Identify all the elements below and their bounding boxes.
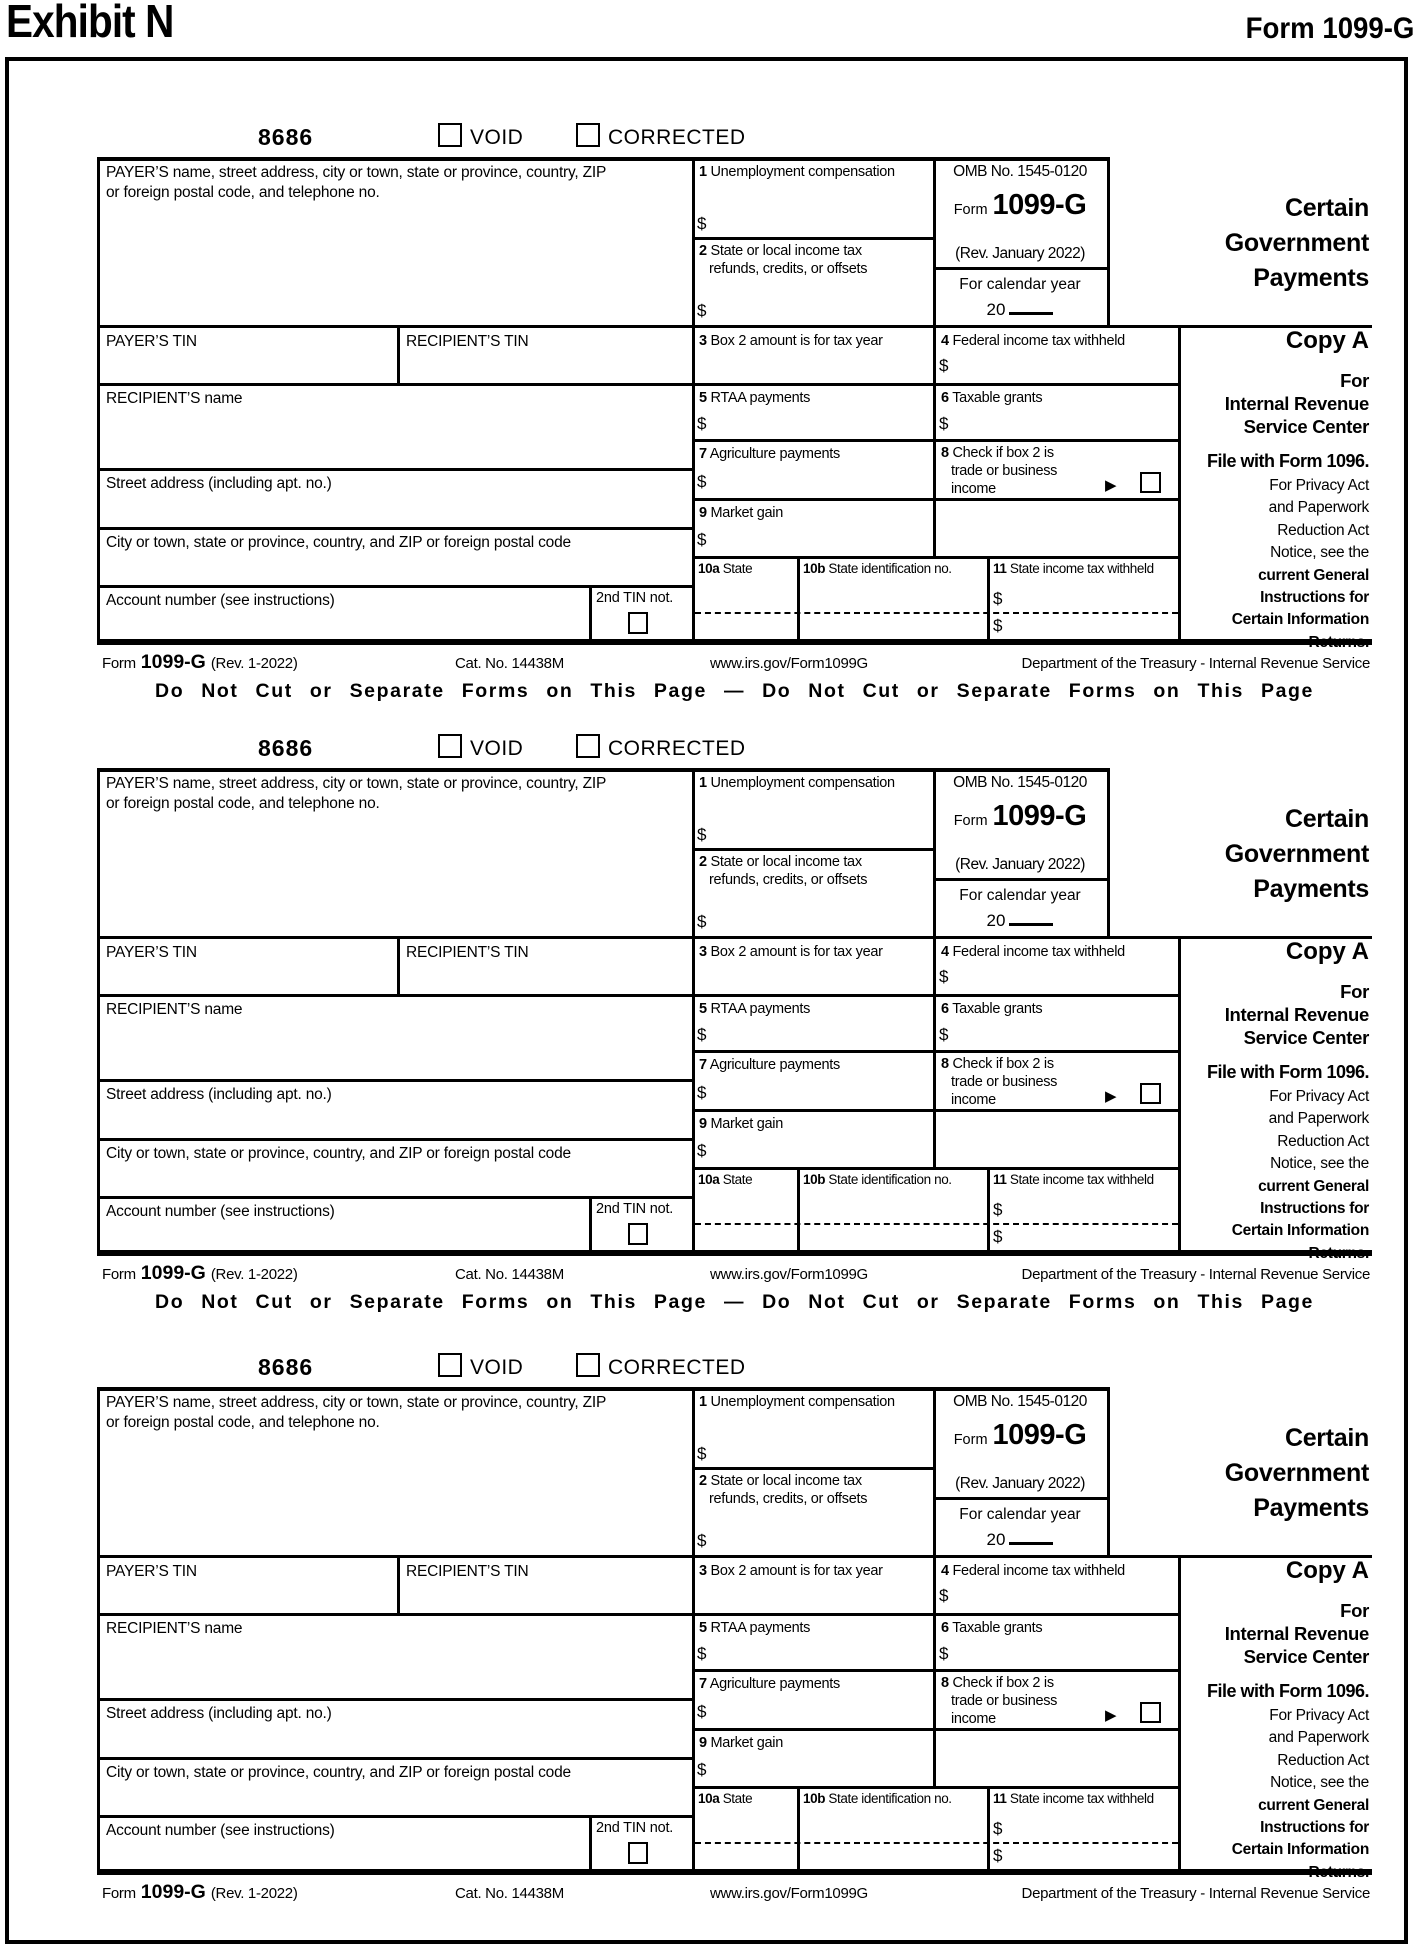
right-pointer-icon: ▶ — [1105, 1707, 1117, 1724]
grid-line — [97, 768, 1110, 772]
calendar-year-label: For calendar year — [959, 1506, 1081, 1523]
street-address-label: Street address (including apt. no.) — [106, 1086, 332, 1103]
grid-line — [692, 237, 933, 240]
corrected-label: CORRECTED — [608, 1356, 746, 1379]
grid-line — [97, 1613, 1181, 1616]
grid-line — [97, 383, 1181, 386]
box8-checkbox[interactable] — [1140, 472, 1161, 493]
box4-label: 4 Federal income tax withheld — [941, 944, 1125, 960]
print-code: 8686 — [258, 1354, 314, 1380]
grid-line — [692, 556, 1181, 559]
privacy-act-notice: For Privacy Act and Paperwork Reduction Act Notice, see the current General Instructions for Certain Information Returns. — [1231, 1088, 1369, 1262]
box5-label: 5 RTAA payments — [699, 1001, 811, 1017]
omb-number: OMB No. 1545-0120 — [953, 1393, 1087, 1410]
grid-line — [97, 768, 100, 1250]
box3-label: 3 Box 2 amount is for tax year — [699, 944, 883, 960]
grid-line — [987, 1786, 990, 1869]
box9-label: 9 Market gain — [699, 505, 783, 521]
grid-line — [97, 527, 695, 530]
second-tin-checkbox[interactable] — [628, 1223, 648, 1245]
copy-a-recipient-block: For Internal Revenue Service Center — [1224, 981, 1369, 1048]
grid-line — [692, 1669, 1181, 1672]
box11-dollar-sign-1: $ — [993, 1200, 1003, 1219]
grid-line — [933, 878, 1107, 881]
department-credit: Department of the Treasury - Internal Revenue Service — [1021, 1266, 1370, 1283]
recipient-name-label: RECIPIENT’S name — [106, 1620, 243, 1637]
grid-line — [589, 585, 592, 639]
box5-label: 5 RTAA payments — [699, 390, 811, 406]
recipient-name-label: RECIPIENT’S name — [106, 1001, 243, 1018]
exhibit-border-box — [5, 57, 1408, 1944]
grid-line — [692, 768, 695, 1250]
city-state-zip-label: City or town, state or province, country, and ZIP or foreign postal code — [106, 534, 571, 551]
payer-info-label: PAYER’S name, street address, city or town, state or province, country, ZIP or foreign postal code, and telephone no. — [106, 775, 607, 812]
grid-line — [97, 1387, 100, 1869]
box10a-label: 10a State — [698, 1172, 753, 1187]
box11-label: 11 State income tax withheld — [993, 1791, 1154, 1806]
form-header-row — [97, 1348, 1372, 1387]
second-tin-label: 2nd TIN not. — [596, 1820, 674, 1836]
box11-label: 11 State income tax withheld — [993, 1172, 1154, 1187]
grid-line — [692, 157, 695, 639]
box2-dollar-sign: $ — [697, 912, 707, 931]
box6-dollar-sign: $ — [939, 1644, 949, 1663]
irs-url: www.irs.gov/Form1099G — [710, 655, 868, 672]
box2-dollar-sign: $ — [697, 1531, 707, 1550]
grid-line — [1178, 325, 1181, 639]
corrected-checkbox[interactable] — [576, 1353, 600, 1377]
grid-line — [933, 267, 1107, 270]
form-revision: (Rev. January 2022) — [955, 856, 1085, 873]
form-grid — [97, 1387, 1372, 1881]
privacy-act-notice: For Privacy Act and Paperwork Reduction Act Notice, see the current General Instructions for Certain Information Returns. — [1231, 1707, 1369, 1881]
form-number-block: Form 1099-G — [953, 1419, 1087, 1451]
form-1099g-copy — [97, 729, 1372, 1329]
form-grid — [97, 768, 1372, 1262]
form-1099g-copy — [97, 1348, 1372, 1948]
payer-info-label: PAYER’S name, street address, city or town, state or province, country, ZIP or foreign postal code, and telephone no. — [106, 164, 607, 201]
grid-line — [97, 1757, 695, 1760]
corrected-label: CORRECTED — [608, 126, 746, 149]
grid-line — [692, 1728, 1181, 1731]
void-label: VOID — [470, 126, 524, 149]
calendar-year-blank[interactable] — [1009, 298, 1053, 315]
box11-label: 11 State income tax withheld — [993, 561, 1154, 576]
right-pointer-icon: ▶ — [1105, 477, 1117, 494]
grid-line — [97, 1387, 1110, 1391]
copy-a-label: Copy A — [1285, 327, 1369, 354]
second-tin-checkbox[interactable] — [628, 612, 648, 634]
box7-dollar-sign: $ — [697, 1083, 707, 1102]
print-code: 8686 — [258, 124, 314, 150]
irs-url: www.irs.gov/Form1099G — [710, 1266, 868, 1283]
grid-line — [692, 439, 1181, 442]
box7-label: 7 Agriculture payments — [699, 1057, 840, 1073]
form-1099g-copy — [97, 118, 1372, 718]
copy-a-label: Copy A — [1285, 1557, 1369, 1584]
copy-a-label: Copy A — [1285, 938, 1369, 965]
void-checkbox[interactable] — [438, 1353, 462, 1377]
box1-label: 1 Unemployment compensation — [699, 775, 895, 791]
footer-form-id: Form 1099-G (Rev. 1-2022) — [102, 1262, 298, 1284]
calendar-year-label: For calendar year — [959, 887, 1081, 904]
grid-line — [692, 1387, 695, 1869]
calendar-year-blank[interactable] — [1009, 1528, 1053, 1545]
grid-line — [692, 1786, 1181, 1789]
file-with-1096-note: File with Form 1096. — [1206, 1062, 1369, 1082]
catalog-number: Cat. No. 14438M — [455, 655, 564, 672]
box5-dollar-sign: $ — [697, 1644, 707, 1663]
entry-dashed-line — [695, 612, 1178, 614]
calendar-year-label: For calendar year — [959, 276, 1081, 293]
corrected-label: CORRECTED — [608, 737, 746, 760]
box1-dollar-sign: $ — [697, 1444, 707, 1463]
grid-line — [692, 1109, 1181, 1112]
void-checkbox[interactable] — [438, 734, 462, 758]
box11-dollar-sign-2: $ — [993, 1846, 1003, 1865]
grid-line — [797, 1786, 800, 1869]
grid-line — [97, 1698, 695, 1701]
grid-line — [797, 556, 800, 639]
exhibit-title: Exhibit N — [6, 0, 174, 47]
recipient-name-label: RECIPIENT’S name — [106, 390, 243, 407]
grid-line — [1107, 1387, 1110, 1555]
grid-line — [987, 1167, 990, 1250]
grid-line — [397, 325, 400, 383]
void-label: VOID — [470, 737, 524, 760]
grid-line — [97, 1138, 695, 1141]
box9-dollar-sign: $ — [697, 530, 707, 549]
box1-label: 1 Unemployment compensation — [699, 1394, 895, 1410]
box6-dollar-sign: $ — [939, 1025, 949, 1044]
box6-label: 6 Taxable grants — [941, 1001, 1043, 1017]
recipient-tin-label: RECIPIENT’S TIN — [406, 944, 529, 961]
box2-label: 2 State or local income tax refunds, credits, or offsets — [699, 854, 868, 888]
box9-dollar-sign: $ — [697, 1760, 707, 1779]
second-tin-checkbox[interactable] — [628, 1842, 648, 1864]
footer-form-id: Form 1099-G (Rev. 1-2022) — [102, 651, 298, 673]
grid-line — [692, 498, 1181, 501]
box3-label: 3 Box 2 amount is for tax year — [699, 1563, 883, 1579]
street-address-label: Street address (including apt. no.) — [106, 1705, 332, 1722]
irs-url: www.irs.gov/Form1099G — [710, 1885, 868, 1902]
second-tin-label: 2nd TIN not. — [596, 590, 674, 606]
box9-dollar-sign: $ — [697, 1141, 707, 1160]
do-not-cut-separator: Do Not Cut or Separate Forms on This Page — Do Not Cut or Separate Forms on This Page — [155, 680, 1314, 702]
box7-dollar-sign: $ — [697, 1702, 707, 1721]
payer-tin-label: PAYER’S TIN — [106, 1563, 197, 1580]
corrected-checkbox[interactable] — [576, 123, 600, 147]
box8-label: 8 Check if box 2 is trade or business income — [941, 1056, 1058, 1108]
form-header-row — [97, 118, 1372, 157]
box2-label: 2 State or local income tax refunds, credits, or offsets — [699, 1473, 868, 1507]
box9-label: 9 Market gain — [699, 1735, 783, 1751]
city-state-zip-label: City or town, state or province, country, and ZIP or foreign postal code — [106, 1145, 571, 1162]
grid-line — [97, 994, 1181, 997]
box1-label: 1 Unemployment compensation — [699, 164, 895, 180]
grid-line — [692, 848, 933, 851]
form-footer-row — [97, 651, 1372, 677]
box10b-label: 10b State identification no. — [803, 1172, 952, 1187]
grid-line — [97, 468, 695, 471]
recipient-tin-label: RECIPIENT’S TIN — [406, 1563, 529, 1580]
grid-line — [97, 1869, 1372, 1875]
box10b-label: 10b State identification no. — [803, 561, 952, 576]
box6-label: 6 Taxable grants — [941, 1620, 1043, 1636]
void-checkbox[interactable] — [438, 123, 462, 147]
payer-info-label: PAYER’S name, street address, city or town, state or province, country, ZIP or foreign postal code, and telephone no. — [106, 1394, 607, 1431]
box8-checkbox[interactable] — [1140, 1083, 1161, 1104]
form-title: Certain Government Payments — [1224, 1424, 1369, 1522]
box8-checkbox[interactable] — [1140, 1702, 1161, 1723]
entry-dashed-line — [695, 1842, 1178, 1844]
box5-dollar-sign: $ — [697, 1025, 707, 1044]
department-credit: Department of the Treasury - Internal Revenue Service — [1021, 655, 1370, 672]
form-revision: (Rev. January 2022) — [955, 245, 1085, 262]
grid-line — [987, 556, 990, 639]
grid-line — [589, 1815, 592, 1869]
box4-label: 4 Federal income tax withheld — [941, 333, 1125, 349]
box11-dollar-sign-2: $ — [993, 616, 1003, 635]
box11-dollar-sign-2: $ — [993, 1227, 1003, 1246]
form-footer-row — [97, 1881, 1372, 1907]
recipient-tin-label: RECIPIENT’S TIN — [406, 333, 529, 350]
grid-line — [797, 1167, 800, 1250]
form-title: Certain Government Payments — [1224, 194, 1369, 292]
grid-line — [97, 157, 100, 639]
box4-label: 4 Federal income tax withheld — [941, 1563, 1125, 1579]
form-header-row — [97, 729, 1372, 768]
box11-dollar-sign-1: $ — [993, 589, 1003, 608]
form-grid — [97, 157, 1372, 651]
right-pointer-icon: ▶ — [1105, 1088, 1117, 1105]
grid-line — [933, 1497, 1107, 1500]
account-number-label: Account number (see instructions) — [106, 1822, 335, 1839]
grid-line — [1107, 768, 1110, 936]
catalog-number: Cat. No. 14438M — [455, 1885, 564, 1902]
file-with-1096-note: File with Form 1096. — [1206, 451, 1369, 471]
box11-dollar-sign-1: $ — [993, 1819, 1003, 1838]
box7-dollar-sign: $ — [697, 472, 707, 491]
grid-line — [1107, 157, 1110, 325]
grid-line — [1178, 1555, 1181, 1869]
payer-tin-label: PAYER’S TIN — [106, 944, 197, 961]
void-label: VOID — [470, 1356, 524, 1379]
catalog-number: Cat. No. 14438M — [455, 1266, 564, 1283]
grid-line — [97, 157, 1110, 161]
grid-line — [97, 1079, 695, 1082]
file-with-1096-note: File with Form 1096. — [1206, 1681, 1369, 1701]
box1-dollar-sign: $ — [697, 214, 707, 233]
print-code: 8686 — [258, 735, 314, 761]
box1-dollar-sign: $ — [697, 825, 707, 844]
grid-line — [397, 1555, 400, 1613]
grid-line — [397, 936, 400, 994]
calendar-year-line: 20 — [936, 298, 1104, 320]
box2-dollar-sign: $ — [697, 301, 707, 320]
street-address-label: Street address (including apt. no.) — [106, 475, 332, 492]
copy-a-recipient-block: For Internal Revenue Service Center — [1224, 1600, 1369, 1667]
box8-label: 8 Check if box 2 is trade or business income — [941, 445, 1058, 497]
copy-a-recipient-block: For Internal Revenue Service Center — [1224, 370, 1369, 437]
calendar-year-line: 20 — [936, 909, 1104, 931]
grid-line — [692, 1050, 1181, 1053]
city-state-zip-label: City or town, state or province, country, and ZIP or foreign postal code — [106, 1764, 571, 1781]
grid-line — [589, 1196, 592, 1250]
account-number-label: Account number (see instructions) — [106, 1203, 335, 1220]
grid-line — [97, 1250, 1372, 1256]
form-number-block: Form 1099-G — [953, 189, 1087, 221]
second-tin-label: 2nd TIN not. — [596, 1201, 674, 1217]
box10b-label: 10b State identification no. — [803, 1791, 952, 1806]
box9-label: 9 Market gain — [699, 1116, 783, 1132]
corrected-checkbox[interactable] — [576, 734, 600, 758]
grid-line — [692, 1467, 933, 1470]
form-footer-row — [97, 1262, 1372, 1288]
form-title: Certain Government Payments — [1224, 805, 1369, 903]
box6-label: 6 Taxable grants — [941, 390, 1043, 406]
form-number-block: Form 1099-G — [953, 800, 1087, 832]
footer-form-id: Form 1099-G (Rev. 1-2022) — [102, 1881, 298, 1903]
page-form-reference: Form 1099-G — [1245, 12, 1414, 45]
box10a-label: 10a State — [698, 1791, 753, 1806]
grid-line — [692, 1167, 1181, 1170]
payer-tin-label: PAYER’S TIN — [106, 333, 197, 350]
department-credit: Department of the Treasury - Internal Revenue Service — [1021, 1885, 1370, 1902]
box7-label: 7 Agriculture payments — [699, 1676, 840, 1692]
entry-dashed-line — [695, 1223, 1178, 1225]
do-not-cut-separator: Do Not Cut or Separate Forms on This Page — Do Not Cut or Separate Forms on This Page — [155, 1291, 1314, 1313]
grid-line — [1178, 936, 1181, 1250]
account-number-label: Account number (see instructions) — [106, 592, 335, 609]
box4-dollar-sign: $ — [939, 967, 949, 986]
box5-dollar-sign: $ — [697, 414, 707, 433]
privacy-act-notice: For Privacy Act and Paperwork Reduction Act Notice, see the current General Instructions for Certain Information Returns. — [1231, 477, 1369, 651]
box4-dollar-sign: $ — [939, 1586, 949, 1605]
omb-number: OMB No. 1545-0120 — [953, 163, 1087, 180]
box10a-label: 10a State — [698, 561, 753, 576]
box6-dollar-sign: $ — [939, 414, 949, 433]
box3-label: 3 Box 2 amount is for tax year — [699, 333, 883, 349]
calendar-year-line: 20 — [936, 1528, 1104, 1550]
calendar-year-blank[interactable] — [1009, 909, 1053, 926]
box2-label: 2 State or local income tax refunds, credits, or offsets — [699, 243, 868, 277]
form-revision: (Rev. January 2022) — [955, 1475, 1085, 1492]
box7-label: 7 Agriculture payments — [699, 446, 840, 462]
grid-line — [97, 639, 1372, 645]
box5-label: 5 RTAA payments — [699, 1620, 811, 1636]
box8-label: 8 Check if box 2 is trade or business income — [941, 1675, 1058, 1727]
omb-number: OMB No. 1545-0120 — [953, 774, 1087, 791]
box4-dollar-sign: $ — [939, 356, 949, 375]
